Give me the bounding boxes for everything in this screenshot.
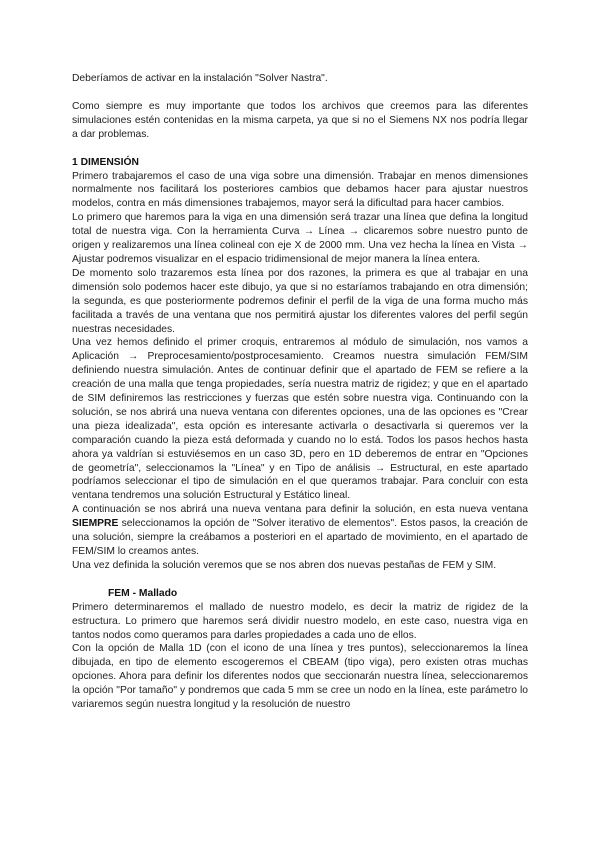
paragraph-fem-intro: Primero determinaremos el mallado de nuestro modelo, es decir la matriz de rigidez de la estructura. Lo primero que haremos será dividir nuestro modelo, en este caso, nuestra viga en tantos nodos como queramos para darles propiedades a cada uno de ellos. [72, 601, 528, 641]
paragraph-1d-razones: De momento solo trazaremos esta línea por dos razones, la primera es que al trabajar en una dimensión solo podemos hacer este dibujo, ya que si no estaríamos trabajando en otra dimensión; la segunda, es que posteriormente podremos definir el perfil de la viga de una forma mucho más facilitada a través de una ventana que nos permitirá ajustar los diferentes valores del perfil según nuestras necesidades. [72, 267, 528, 335]
paragraph-1d-intro: Primero trabajaremos el caso de una viga sobre una dimensión. Trabajar en menos dimensiones normalmente nos facilitará los posteriores cambios que debamos hacer para ajustar nuestros modelos, contra en más dimensiones trabajemos, mayor será la dificultad para hacer cambios. [72, 170, 528, 210]
spacer [72, 142, 528, 156]
document-body [72, 72, 528, 712]
paragraph-1d-solucion [72, 503, 528, 559]
paragraph-1d-linea: Lo primero que haremos para la viga en una dimensión será trazar una línea que defina la longitud total de nuestra viga. Con la herramienta Curva → Línea → clicaremos sobre nuestro punto de origen y realizaremos una línea colineal con eje X de 2000 mm. Una vez hecha la línea en Vista → Ajustar podremos visualizar en el espacio tridimensional de mejor manera la línea entera. [72, 212, 528, 265]
paragraph-1d-pestanas: Una vez definida la solución veremos que se nos abren dos nuevas pestañas de FEM y SIM. [72, 559, 497, 571]
heading-fem-mallado: FEM - Mallado [108, 587, 178, 599]
paragraph-misma-carpeta: Como siempre es muy importante que todos los archivos que creemos para las diferentes simulaciones estén contenidas en la misma carpeta, ya que si no el Siemens NX nos podría llegar a dar problemas. [72, 100, 528, 140]
paragraph-solver-nastra: Deberíamos de activar en la instalación "Solver Nastra". [72, 73, 328, 84]
spacer [72, 86, 528, 100]
siempre-emphasis: SIEMPRE [72, 518, 119, 530]
paragraph-1d-croquis: Una vez hemos definido el primer croquis, entraremos al módulo de simulación, nos vamos a Aplicación → Preprocesamiento/postprocesamiento. Creamos nuestra simulación FEM/SIM definiendo nuestra simulación. Antes de continuar definir que el apartado de FEM se refiere a la creación de una malla que tenga propiedades, sería nuestra matriz de rigidez; y que en el apartado de SIM definiremos las restricciones y fuerzas que estén sobre nuestra viga. Continuando con la solución, se nos abrirá una nueva ventana con diferentes opciones, una de las opciones es "Crear una pieza idealizada", esta opción es interesante activarla o desactivarla si queremos ver la comparación cuando la pieza está deformada y cuando no lo está. Todos los pasos hechos hasta ahora ya valdrían si estuviésemos en un caso 3D, pero en 1D deberemos de entrar en "Opciones de geometría", seleccionamos la "Línea" y en Tipo de análisis → Estructural, en este apartado podríamos seleccionar el tipo de simulación en el que queramos trabajar. Para concluir con esta ventana tendremos una solución Estructural y Estático lineal. [72, 337, 528, 502]
heading-1-dimension: 1 DIMENSIÓN [72, 156, 139, 168]
spacer [72, 573, 528, 587]
solucion-text-b: seleccionamos la opción de "Solver iterativo de elementos". Estos pasos, la creación de una solución, siempre la creábamos a posteriori en el apartado de movimiento, en el apartado de FEM/SIM lo creamos antes. [72, 518, 528, 557]
paragraph-fem-malla: Con la opción de Malla 1D (con el icono de una línea y tres puntos), seleccionaremos la línea dibujada, en tipo de elemento escogeremos el CBEAM (tipo viga), pero existen otras muchas opciones. Ahora para definir los diferentes nodos que seccionarán nuestra línea, seleccionaremos la opción "Por tamaño" y pondremos que cada 5 mm se cree un nodo en la línea, este parámetro lo variaremos según nuestra longitud y la resolución de nuestro [72, 643, 528, 711]
solucion-text-a: A continuación se nos abrirá una nueva ventana para definir la solución, en esta nueva ventana [72, 504, 528, 516]
